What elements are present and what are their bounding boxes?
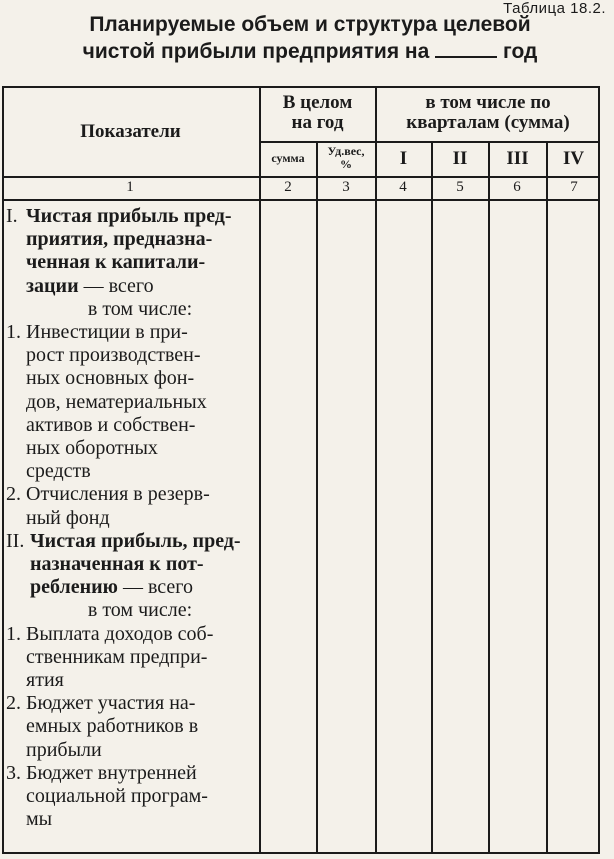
row-text-line: назначенная к пот- [30,553,204,576]
header-year-total-line-2: на год [291,112,344,133]
row-marker: 1. [6,321,21,344]
divider-header-bottom [2,176,600,178]
row-text-line: социальной програм- [26,785,208,808]
row-text-line: ченная к капитали- [26,251,206,274]
header-sum: сумма [271,151,305,165]
column-number-6: 6 [513,179,521,195]
row-text-line: ных основных фон- [26,367,195,390]
column-number-1: 1 [126,179,134,195]
column-number-5: 5 [456,179,464,195]
row-marker: 2. [6,483,21,506]
title-line-1: Планируемые объем и структура целевой [89,13,531,36]
row-text-line: Выплата доходов соб- [26,622,214,645]
row-text-line: Отчисления в резерв- [26,483,210,506]
title-line-2 [40,38,580,65]
table-caption: Таблица 18.2. [503,0,606,17]
divider-col-2 [316,141,318,854]
header-indicators: Показатели [80,121,181,142]
header-year-total [260,93,375,133]
header-quarters-line-1: в том числе по [425,92,551,113]
header-quarters-line-2: кварталам (сумма) [406,112,570,133]
header-q1: I [399,148,408,169]
row-text-line: зации — всего [26,274,154,297]
indicator-row [6,623,254,693]
row-text-line: дов, нематериальных [26,390,207,413]
title-line-2-start: чистой прибыли предприятия на [82,40,430,63]
column-number-2: 2 [284,179,292,195]
row-text-line: ный фонд [26,506,110,529]
indicator-row [6,483,254,529]
row-text-line: рост производствен- [26,344,201,367]
header-q3: III [506,148,529,169]
row-marker: 3. [6,761,21,784]
indicator-list [6,205,254,831]
row-marker: 1. [6,622,21,645]
row-text-line: Инвестиции в при- [26,321,188,344]
header-quarters [376,93,600,133]
row-text-line: Чистая прибыль, пред- [30,529,241,552]
header-share-line-1: Уд.вес, [327,144,365,158]
row-text-tail: — всего [78,274,154,297]
header-share-line-2: % [340,157,352,171]
row-text-line: мы [26,808,53,831]
indicator-row [6,530,254,600]
header-share [317,145,375,171]
indicator-row [6,298,254,321]
divider-header-top [260,141,600,143]
header-q4: IV [562,148,585,169]
row-text-line: Чистая прибыль пред- [26,205,232,227]
row-marker: I. [6,205,18,227]
divider-col-5 [488,141,490,854]
indicator-row [6,692,254,762]
row-text-line: ятия [26,669,64,692]
header-q2: II [452,148,468,169]
row-text-line: ственникам предпри- [26,645,208,668]
indicator-row [6,205,254,298]
page-title [40,12,580,65]
indicator-row [6,762,254,832]
title-line-2-end: год [502,40,538,63]
row-text-line: средств [26,460,91,483]
row-text-line: емных работников в [26,715,199,738]
column-number-4: 4 [399,179,407,195]
divider-col-6 [546,141,548,854]
row-marker: 2. [6,692,21,715]
row-text-line: Бюджет участия на- [26,692,196,715]
row-text-line: активов и собствен- [26,413,196,436]
row-marker: II. [6,529,25,552]
header-year-total-line-1: В целом [282,92,353,113]
year-blank [435,38,497,58]
column-number-3: 3 [342,179,350,195]
divider-col-1 [259,86,261,854]
divider-numbers-bottom [2,199,600,201]
row-text-line: приятия, предназна- [26,228,213,251]
row-text-line: в том числе: [87,599,193,622]
row-text-tail: — всего [117,576,193,599]
divider-col-4 [431,141,433,854]
row-text-line: Бюджет внутренней [26,761,197,784]
column-number-7: 7 [570,179,578,195]
row-text-line: в том числе: [87,297,193,320]
indicator-row [6,321,254,483]
indicator-row [6,599,254,622]
row-text-line: прибыли [26,738,102,761]
row-text-line: реблению — всего [30,576,193,599]
row-text-line: ных оборотных [26,437,158,460]
divider-col-3 [375,86,377,854]
